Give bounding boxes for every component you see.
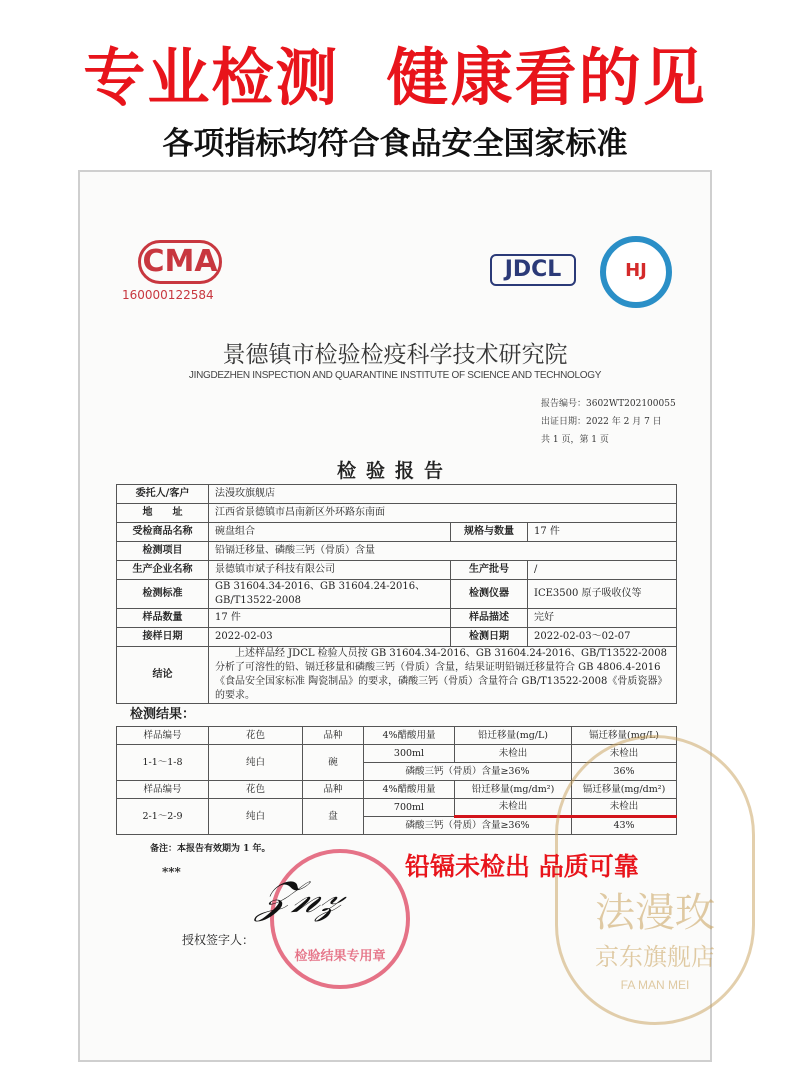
bone-result: 36% [572, 763, 677, 781]
lead-result: 未检出 [455, 799, 572, 817]
institute-name: 景德镇市检验检疫科学技术研究院 [222, 342, 568, 368]
batch: / [528, 561, 677, 580]
cadmium-result: 未检出 [572, 799, 677, 817]
header: 4%醋酸用量 [364, 781, 455, 799]
page-count: 共 1 页，第 1 页 [541, 435, 609, 445]
instrument: ICE3500 原子吸收仪等 [528, 580, 677, 609]
sample-kind: 盘 [303, 799, 364, 835]
spec: 17 件 [528, 523, 677, 542]
bone-result: 43% [572, 817, 677, 835]
stamp-text: 检验结果专用章 [294, 949, 386, 964]
label: 检测标准 [117, 580, 209, 609]
acid-volume: 300ml [364, 745, 455, 763]
test-item: 铅镉迁移量、磷酸三钙（骨质）含量 [209, 542, 677, 561]
receive-date: 2022-02-03 [209, 628, 451, 647]
jdcl-logo: JDCL [490, 254, 576, 286]
header: 4%醋酸用量 [364, 727, 455, 745]
header: 样品编号 [117, 781, 209, 799]
institute-name-en: JINGDEZHEN INSPECTION AND QUARANTINE INSTITUTE OF SCIENCE AND TECHNOLOGY [188, 370, 602, 381]
header: 品种 [303, 727, 364, 745]
header: 铅迁移量(mg/dm²) [455, 781, 572, 799]
label: 检测仪器 [451, 580, 528, 609]
description: 完好 [528, 609, 677, 628]
lead-result: 未检出 [455, 745, 572, 763]
info-table [116, 484, 677, 704]
sample-color: 纯白 [209, 745, 303, 781]
issue-date: 出证日期：2022 年 2 月 7 日 [541, 417, 662, 427]
report-title: 检验报告 [336, 460, 453, 482]
standard: GB 31604.34-2016、GB 31604.24-2016、GB/T13522-2008 [209, 580, 451, 609]
sample-id: 2-1～2-9 [117, 799, 209, 835]
watermark-line1: 法漫玫 [595, 890, 715, 936]
sample-kind: 碗 [303, 745, 364, 781]
note: 备注：本报告有效期为 1 年。 [150, 844, 271, 854]
label: 接样日期 [117, 628, 209, 647]
header: 样品编号 [117, 727, 209, 745]
signer-label: 授权签字人： [182, 933, 255, 947]
quantity: 17 件 [209, 609, 451, 628]
maker: 景德镇市斌子科技有限公司 [209, 561, 451, 580]
label: 结论 [117, 647, 209, 704]
cadmium-result: 未检出 [572, 745, 677, 763]
label: 规格与数量 [451, 523, 528, 542]
results-label: 检测结果： [130, 707, 196, 722]
signature: 𝒵𝓃𝓏 [252, 872, 353, 923]
header: 镉迁移量(mg/L) [572, 727, 677, 745]
hj-logo: HJ [600, 236, 672, 308]
client: 法漫玫旗舰店 [209, 485, 677, 504]
stars: *** [162, 865, 181, 879]
bone-label: 磷酸三钙（骨质）含量≥36% [364, 817, 572, 835]
report-body [116, 484, 715, 1035]
header: 镉迁移量(mg/dm²) [572, 781, 677, 799]
cma-number: 160000122584 [122, 288, 214, 302]
cma-logo: CMA [138, 240, 222, 284]
label: 检测项目 [117, 542, 209, 561]
sample-id: 1-1～1-8 [117, 745, 209, 781]
label: 地 址 [117, 504, 209, 523]
headline: 专业检测 健康看的见 [83, 41, 707, 114]
watermark-line2: 京东旗舰店 [595, 943, 715, 971]
label: 生产批号 [451, 561, 528, 580]
slogan: 铅镉未检出 品质可靠 [405, 852, 639, 881]
test-date: 2022-02-03～02-07 [528, 628, 677, 647]
product: 碗盘组合 [209, 523, 451, 542]
report-number: 报告编号：3602WT202100055 [541, 399, 676, 409]
label: 委托人/客户 [117, 485, 209, 504]
sample-color: 纯白 [209, 799, 303, 835]
bone-label: 磷酸三钙（骨质）含量≥36% [364, 763, 572, 781]
report-footer [0, 835, 790, 1035]
address: 江西省景德镇市昌南新区外环路东南面 [209, 504, 677, 523]
label: 样品数量 [117, 609, 209, 628]
label: 受检商品名称 [117, 523, 209, 542]
label: 生产企业名称 [117, 561, 209, 580]
header: 花色 [209, 727, 303, 745]
label: 检测日期 [451, 628, 528, 647]
header: 铅迁移量(mg/L) [455, 727, 572, 745]
header: 花色 [209, 781, 303, 799]
header: 品种 [303, 781, 364, 799]
watermark-line3: FA MAN MEI [620, 978, 690, 992]
acid-volume: 700ml [364, 799, 455, 817]
conclusion: 上述样品经 JDCL 检验人员按 GB 31604.34-2016、GB 31604.24-2016、GB/T13522-2008 分析了可溶性的铅、镉迁移量和磷酸三钙（骨质）含量，结果证明铅镉迁移量符合 GB 4806.4-2016《食品安全国家标准 陶瓷制品》的要求，磷酸三钙（骨质）含量符合 GB/T13522-2008《骨质瓷器》的要求。 [209, 647, 677, 704]
subheadline: 各项指标均符合食品安全国家标准 [162, 126, 628, 162]
label: 样品描述 [451, 609, 528, 628]
